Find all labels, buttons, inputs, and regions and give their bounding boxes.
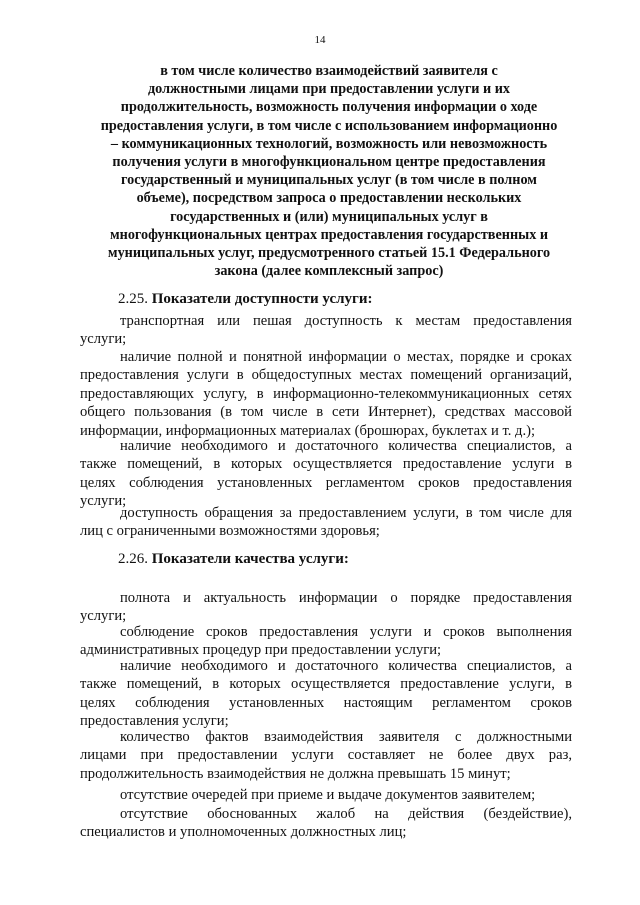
heading-line: государственный и муниципальных услуг (в том числе в полном: [121, 172, 537, 189]
text-line: административных процедур при предоставлении услуги;: [80, 642, 442, 659]
text-line: лицами при предоставлении услуги составляет не более двух раз,: [80, 747, 572, 764]
text-line: предоставления услуги в общедоступных местах помещений организаций,: [80, 367, 572, 384]
heading-line: многофункциональных центрах предоставления государственных и: [109, 226, 549, 243]
text-line: целях соблюдения установленных настоящим регламентом сроков: [80, 694, 572, 711]
heading-line: – коммуникационных технологий, возможность или невозможность: [110, 135, 548, 152]
heading-line: получения услуги в многофункциональном центре предоставления: [112, 154, 546, 171]
heading-line: предоставления услуги, в том числе с использованием информационно: [100, 117, 558, 134]
text-line: отсутствие обоснованных жалоб на действия (бездействие),: [120, 806, 572, 822]
paragraph: [80, 348, 572, 440]
text-line: полнота и актуальность информации о порядке предоставления: [120, 590, 572, 606]
page-number: 14: [314, 34, 326, 46]
heading-line: государственных и (или) муниципальных услуг в: [170, 208, 488, 225]
text-line: услуги;: [80, 331, 127, 348]
text-line: общего пользования (в том числе в сети Интернет), средствах массовой: [80, 404, 572, 421]
section-title-text: Показатели качества услуги:: [151, 551, 349, 567]
section-2-25-title: [118, 290, 373, 309]
section-number: 2.25.: [118, 291, 148, 307]
section-2-26-title: [118, 550, 349, 569]
heading-line: муниципальных услуг, предусмотренного статьей 15.1 Федерального: [107, 245, 551, 262]
text-line: информации, информационных материалах (брошюрах, буклетах и т. д.);: [80, 422, 536, 439]
text-line: количество фактов взаимодействия заявителя с должностными: [120, 729, 572, 745]
paragraph: [80, 805, 572, 842]
paragraph: [80, 504, 572, 541]
text-line: также помещений, в которых осуществляется предоставление услуги, в: [80, 676, 572, 693]
text-line: предоставляющих услугу, в информационно-телекоммуникационных сетях: [80, 385, 572, 402]
text-line: продолжительность взаимодействия не должна превышать 15 минут;: [80, 765, 511, 782]
heading-line: объеме), посредством запроса о предоставлении нескольких: [136, 190, 522, 207]
paragraph: [80, 312, 572, 349]
text-line: соблюдение сроков предоставления услуги и сроков выполнения: [120, 624, 572, 640]
text-line: целях соблюдения установленных регламентом сроков предоставления: [80, 474, 572, 491]
text-line: специалистов и уполномоченных должностных лиц;: [80, 824, 407, 841]
paragraph: [80, 786, 572, 804]
paragraph: [80, 728, 572, 783]
section-heading: [82, 62, 576, 280]
text-line: наличие полной и понятной информации о местах, порядке и сроках: [120, 349, 572, 365]
section-title-text: Показатели доступности услуги:: [151, 291, 373, 307]
text-line: наличие необходимого и достаточного количества специалистов, а: [120, 658, 572, 674]
heading-line: закона (далее комплексный запрос): [214, 263, 444, 280]
paragraph: [80, 437, 572, 511]
paragraph: [80, 657, 572, 731]
heading-line: в том числе количество взаимодействий заявителя с: [160, 63, 498, 79]
section-number: 2.26.: [118, 551, 148, 567]
text-line: также помещений, в которых осуществляется предоставление услуги в: [80, 456, 572, 473]
paragraph: [80, 623, 572, 660]
text-line: транспортная или пешая доступность к местам предоставления: [120, 313, 572, 329]
heading-line: должностными лицами при предоставлении услуги и их: [147, 81, 511, 98]
text-line: доступность обращения за предоставлением услуги, в том числе для: [120, 505, 572, 521]
text-line: наличие необходимого и достаточного количества специалистов, а: [120, 438, 572, 454]
text-line: услуги;: [80, 493, 127, 510]
text-line: лиц с ограниченными возможностями здоровья;: [80, 523, 380, 540]
heading-line: продолжительность, возможность получения информации о ходе: [120, 99, 538, 116]
text-line: предоставления услуги;: [80, 713, 229, 730]
paragraph: [80, 589, 572, 626]
text-line: услуги;: [80, 608, 127, 625]
text-line: отсутствие очередей при приеме и выдаче документов заявителем;: [120, 787, 536, 803]
